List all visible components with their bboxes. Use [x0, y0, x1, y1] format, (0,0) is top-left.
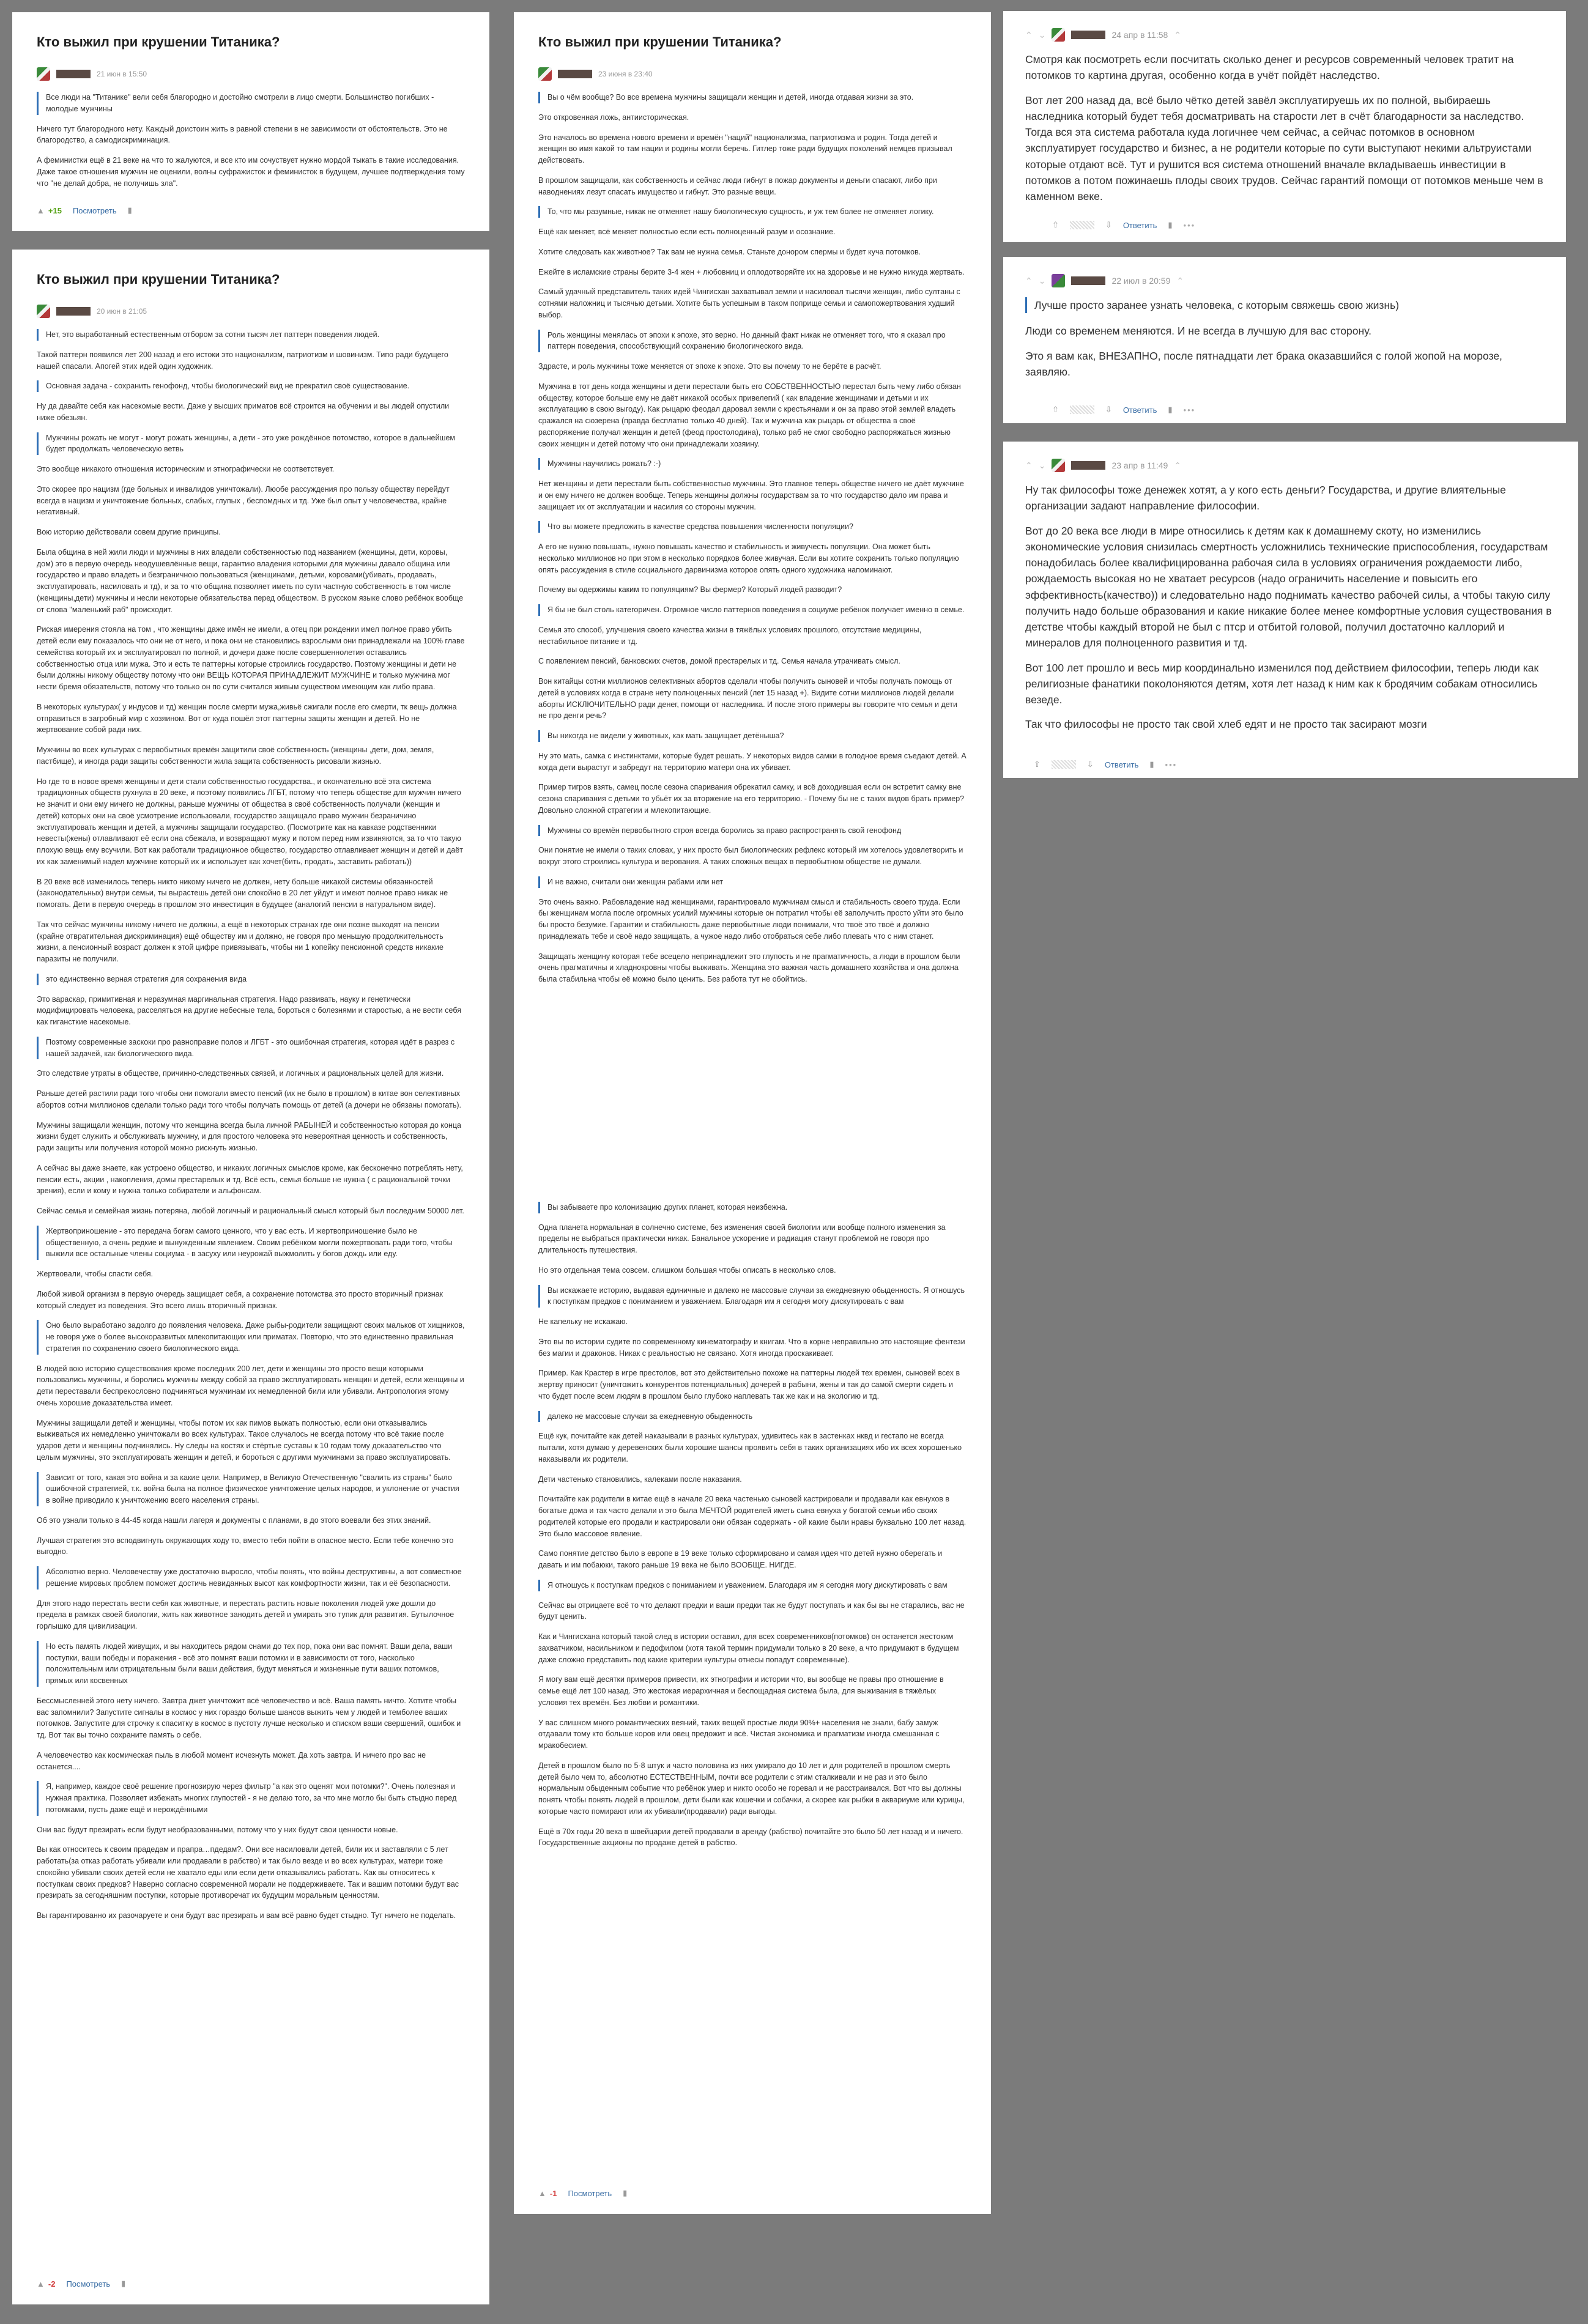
redacted-username[interactable] — [56, 307, 91, 316]
quote: Роль женщины менялась от эпохи к эпохе, это верно. Но данный факт никак не отменяет того, что я сказал про паттерн поведения, способствующий сохранению биологического вида. — [538, 330, 967, 353]
paragraph: Лучшая стратегия это всподвигнуть окружающих ходу то, вместо тебя пойти в опасное место. Если тебе конечно это выгодно. — [37, 1536, 454, 1556]
comment-body — [1025, 482, 1556, 733]
paragraph: Так что философы не просто так свой хлеб едят и не просто так засирают мозги — [1025, 718, 1427, 731]
quote: Мужчины рожать не могут - могут рожать женщины, а дети - это уже рождённое потомство, которое в дальнейшем будет продолжать человеческую ветвь — [37, 432, 465, 456]
paragraph: Вон китайцы сотни миллионов селективных абортов сделали чтобы получить сыновей и чтобы получать помощь от детей в условиях когда в стране нету полноценных пенсий (лет 15 назад +). Видите сотни миллионов людей делали аборты ИСКЛЮЧИТЕЛЬНО ради денег, помощи от наследника. И после этого примеры вы говорите что семья и дети не про денги речь? — [538, 677, 958, 720]
paragraph: Ещё кук, почитайте как детей наказывали в разных культурах, удивитесь как в застенках нквд и гестапо не всегда пытали, хотя думаю у деревенских были хорошие шансы проявить себя в таких организациях ибо их всех хорошенько наказывали их родители. — [538, 1432, 962, 1464]
redacted-username[interactable] — [558, 70, 592, 78]
avatar[interactable] — [37, 67, 50, 81]
paragraph: Защищать женщину которая тебе всецело непринадлежит это глупость и не прагматичность, а люди в прошлом были очень прагматичны и хладнокровны чтобы выживать. Женщина это важная часть домашнего хозяйства и она должна была стабильна чтобы её можно было ценить. Без работа тут не обойтись. — [538, 952, 960, 983]
paragraph: Сейчас вы отрицаете всё то что делают предки и ваши предки так же будут поступать и как бы вы не старались, вас не будут ценить. — [538, 1601, 965, 1621]
avatar[interactable] — [1052, 459, 1065, 472]
bookmark-icon[interactable]: ▮ — [623, 2188, 628, 2197]
redacted-username[interactable] — [56, 70, 91, 78]
vote-controls — [538, 2189, 557, 2198]
comment-date: 23 апр в 11:49 — [1111, 461, 1168, 470]
comment-date: 24 апр в 11:58 — [1111, 30, 1168, 40]
quote: Нет, это выработанный естественным отбором за сотни тысяч лет паттерн поведения людей. — [37, 329, 465, 341]
paragraph: Смотря как посмотреть если посчитать сколько денег и ресурсов современный человек тратит на потомков то картина другая, особенно когда в учёт пойдёт наследство. — [1025, 53, 1514, 82]
paragraph: Ещё как меняет, всё меняет полностью если есть полноценный разум и осознание. — [538, 228, 836, 236]
quote: Мужчины научились рожать? :-) — [538, 458, 967, 470]
comment-body — [1025, 297, 1544, 380]
paragraph: Ничего тут благородного нету. Каждый доистоин жить в равной степени в не зависимости от обстоятельств. Это не благородство, а самодискриминация. — [37, 124, 448, 145]
comment-body — [37, 329, 465, 1922]
paragraph: Одна планета нормальная в солнечно системе, без изменения своей биологии или вообще полного изменения за пределы не выбраться практически никак. Банальное ускорение и радиация станут проблемой не говоря про длительность путешествия. — [538, 1223, 946, 1254]
post-card-middle — [514, 12, 991, 2214]
paragraph: Ну так философы тоже денежек хотят, а у кого есть деньги? Государства, и другие влиятельные организации задают направление философии. — [1025, 484, 1506, 513]
paragraph: Это откровенная ложь, антиисторическая. — [538, 113, 689, 122]
paragraph: Мужчины во всех культурах с первобытных времён защитили своё собственность (женщины ,дети, дом, земля, пастбище), и иногда ради защиты собственности жила защита собственность рисовали жизнью. — [37, 746, 434, 766]
paragraph: Мужчины защищали женщин, потому что женщина всегда была личной РАБЫНЕЙ и собственностью которая до конца жизни будет служить и обслуживать мужчину, и для простого человека это невероятная ценность и собственность, ради защиты или получения которой можно рискнуть жизнью. — [37, 1120, 461, 1152]
paragraph: Об это узнали только в 44-45 когда нашли лагеря и документы с планами, в до этого воевали без этих знаний. — [37, 1515, 431, 1525]
avatar[interactable] — [37, 305, 50, 318]
paragraph: Вот до 20 века все люди в мире относились к детям как к домашнему скоту, но изменились экономические условия снизилась смертность усложнились технические приспособления, государствам понадобилась более квалифицированна рабочая сила в условиях ограничения рождаемости либо, рождаемость высокая но не хватает ресурсов (надо ограничить население и повысить его эффективность(качество)) и следовательно надо поднимать качество рабочей силы, а чтобы такую силу получить надо больше образования и какие никакие более менее комфортные условия существования в детстве чтобы каждый второй не был с птср и отбитой головой, получил достаточно каллорий и минералов для полноценного развития и тд. — [1025, 524, 1552, 649]
paragraph: Вот 100 лет прошло и весь мир координально изменился под действием философии, теперь люди как религиозные фанатики поколоняются детям, хотя лет назад к ним как к бродячим собакам относились везеде. — [1025, 661, 1539, 706]
quote: Я отношусь к поступкам предков с пониманием и уважением. Благодаря им я сегодня могу дискутировать с вам — [538, 1580, 967, 1591]
paragraph: Любой живой организм в первую очередь защищает себя, а сохранение потомства это просто вторичный признак который следует из поведения. Это всего лишь вторичный признак. — [37, 1289, 443, 1310]
reply-button[interactable]: Ответить — [1122, 405, 1157, 415]
thumbs-up-icon[interactable]: ▲ — [538, 2188, 546, 2198]
comment-date: 23 июня в 23:40 — [598, 70, 653, 78]
comment-footer — [538, 2188, 627, 2198]
comment-card-3 — [1003, 442, 1578, 778]
paragraph: Нет женщины и дети перестали быть собственностью мужчины. Это главное теперь обществе ничего не даёт мужчине и он ему ничего не должен вообще. Теперь женщины должны государствам за то что государство дало им права и защищает их от эксплуатации и насилия со стороны мужчин. — [538, 479, 964, 511]
paragraph: Само понятие детство было в европе в 19 веке только сформировано и самая идея что детей нужно оберегать и давать и им побаюки, такого раньше 19 века не было ВООБЩЕ. НИГДЕ. — [538, 1549, 943, 1569]
quote: Мужчины со времён первобытного строя всегда боролись за право распространять свой генофонд — [538, 825, 967, 837]
paragraph: А человечество как космическая пыль в любой момент исчезнуть может. Да хоть завтра. И ничего про вас не останется.... — [37, 1750, 426, 1771]
bookmark-icon[interactable]: ▮ — [1168, 220, 1173, 229]
upvote-icon[interactable]: ⇧ — [1052, 220, 1059, 229]
paragraph: Сейчас семья и семейная жизнь потеряна, любой логичный и рациональный смысл который был последним 50000 лет. — [37, 1207, 464, 1215]
thumbs-up-icon[interactable]: ▲ — [37, 205, 45, 215]
chevron-down-icon[interactable]: ⌄ — [1038, 460, 1046, 470]
upvote-icon[interactable]: ⇧ — [1034, 760, 1041, 769]
paragraph: Но это отдельная тема совсем. слишком большая чтобы описать в несколько слов. — [538, 1265, 836, 1275]
quote: Я, например, каждое своё решение прогнозирую через фильтр "а как это оценят мои потомки?". Очень полезная и нужная практика. Позволяет избежать многих глупостей - я не делаю того, за что мне могло бы быть стыдно перед потомками, пусть даже ещё и нерождёнными — [37, 1781, 465, 1815]
redacted-username[interactable] — [1071, 31, 1105, 39]
paragraph: Пример тигров взять, самец после сезона спаривания обрекатил самку, и всё доходившая если он встретит самку вне сезона спаривания с детьми то убьёт их за вторжение на его территорию. - Почему бы не с таких видов брать пример? Довольно сложной стратегии и млекопитающие. — [538, 783, 965, 815]
paragraph: А феминистки ещё в 21 веке на что то жалуются, и все кто им сочуствует нужно мордой тыкать в такие исследования. Даже такое отношения мужчин не оценили, волны суфражисток и феминисток в будущем, лучшее подтверждения тому что "не делай добра, не получишь зла". — [37, 156, 465, 188]
chevron-up-icon[interactable]: ⌃ — [1025, 29, 1033, 40]
chevron-down-icon[interactable]: ⌄ — [1038, 29, 1046, 40]
paragraph: Самый удачный представитель таких идей Чингисхан захватывал земли и насиловал тысячи женщин, либо султаны с сотнями наложниц и тысячью детьми. Хотите быть успешным в таком поприще семьи и самопожертвования худший выбор. — [538, 287, 960, 319]
comment-author — [37, 305, 465, 318]
post-title[interactable]: Кто выжил при крушении Титаника? — [37, 272, 280, 287]
quote: Поэтому современные заскоки про равноправие полов и ЛГБТ - это ошибочная стратегия, которая идёт в разрез с нашей задачей, как биологического вида. — [37, 1037, 465, 1060]
paragraph: У вас слишком много романтических веяний, таких вещей простые люди 90%+ населения не знали, бабу замуж отдавали тому кто больше коров или овец предожит и всё. Чистая экономика и прагматизм иногда смешанная с мракобесием. — [538, 1718, 940, 1750]
collapse-icon[interactable]: ⌃ — [1174, 29, 1182, 40]
comment-author — [538, 67, 967, 81]
post-title[interactable]: Кто выжил при крушении Титаника? — [538, 34, 782, 50]
comment-body — [538, 92, 967, 1849]
quote: Вы о чём вообще? Во все времена мужчины защищали женщин и детей, иногда отдавая жизни за это. — [538, 92, 967, 103]
paragraph: С появлением пенсий, банковских счетов, домой престарелых и тд. Семья начала утрачивать смысл. — [538, 657, 900, 666]
paragraph: Ну это мать, самка с инстинктами, которые будет решать. У некоторых видов самки в голодное время съедают детей. А когда дети вырастут и забредут на территорию матери она их убивает. — [538, 751, 967, 772]
paragraph: Вою историю действовали совем другие принципы. — [37, 528, 221, 536]
paragraph: Мужчина в тот день когда женщины и дети перестали быть его СОБСТВЕННОСТЬЮ перестал быть чему либо обязан обществу, которое больше ему не даёт никакой особых привелегий ( как владение женщинами и детьми и их эксплуатацию в свою выгоду). Как рыцарю феодал даровал земли с крестьянами и он за право этой землей владеть сражался на сюзерена (правда бесплатно только 40 дней). Так и мужчина как рыцарь от общества в своё распоряжение получал женщин и детей (феод простолодина), только раб не смог свободно распоряжаться жизнью своих женщин и детей потому что они принадлежали хозяину. — [538, 382, 961, 448]
paragraph: Детей в прошлом было по 5-8 штук и часто половина из них умирало до 10 лет и для родителей в прошлом смерть детей было чем то, абсолютно ЕСТЕСТВЕННЫМ, почти все родители с этим сталкивали и не раз и это было нормальным обыденным событие что ребёнок умер и никто особо не горевал и не расстраивался. Вот что вы должны понять чтобы понять людей в прошлом, дети были как кошечки и собачки, а скорее как рыбки в аквариуме или курицы, которые часто помирают или их убивали(продавали) ради выгоды. — [538, 1761, 965, 1816]
redacted-username[interactable] — [1071, 461, 1105, 470]
hidden-score — [1070, 221, 1094, 229]
view-link[interactable]: Посмотреть — [66, 2279, 111, 2289]
paragraph: Они вас будут презирать если будут необразованными, потому что у них будут свои ценности новые. — [37, 1825, 398, 1834]
paragraph: Это вы по истории судите по современному кинематографу и книгам. Что в корне неправильно это настоящие фентези без магии и драконов. Никак с реальностью не связано. Хотя иногда проскакивает. — [538, 1337, 965, 1358]
quote: Основная задача - сохранить генофонд, чтобы биологический вид не прекратил своё существование. — [37, 380, 465, 392]
post-card-left — [12, 250, 489, 2304]
post-card-top-left — [12, 12, 489, 231]
quote: Но есть память людей живущих, и вы находитесь рядом снами до тех пор, пока они вас помнят. Ваши дела, ваши поступки, ваши победы и поражения - всё это помнят ваши потомки и в зависимости от того, насколько положительным или отрицательным были ваши действия, будут меняться и жизненные пути ваших потомков, прямых или косвенных — [37, 1641, 465, 1687]
chevron-down-icon[interactable]: ⌄ — [1038, 275, 1046, 286]
paragraph: В прошлом защищали, как собственность и сейчас люди гибнут в пожар документы и деньги спасают, либо при наводнениях лезут спасать имущество и гибнут. Это разные вещи. — [538, 176, 937, 196]
view-link[interactable]: Посмотреть — [72, 205, 117, 215]
paragraph: Но где то в новое время женщины и дети стали собственностью государства., и окончательно всё эта система традиционных обществ рухнула в 20 веке, и поэтому появились ЛГБТ, потому что теперь обществе для мужчин ничего не значит и они ему ничего не должны, раньше мужчины от общества в своё собственность получали (женщин и детей) которых они на своё усмотрение использовали, государство защищало право мужчин безраничино эксплуатировать женщин и детей, а мужчины защищали государство. (Посмотрите как на кавказе родственники невесты(жены) отлавливают её если она сбежала, и возвращают мужу и потом перед ним извиняются, за то что такую плохую вещь ему всучили. Вот как работали традиционное общество, государство отлавливает женщин и детей и даёт их как заменимый надел мужчине который их и использует как хочет(бить, продать, заставить работать)) — [37, 777, 463, 866]
paragraph: Для этого надо перестать вести себя как животные, и перестать растить новые поколения людей уже дошли до предела в рамках своей биологии, жить как животное занодить детей и умирать это тупик для развития. Бутылочное горлышко для цивилизации. — [37, 1599, 455, 1630]
quote: Абсолютно верно. Человечеству уже достаточно выросло, чтобы понять, что войны деструктивны, а вот совместное решение мировых проблем поможет достичь невиданных высот как комфортности жизни, так и её безопасности. — [37, 1566, 465, 1589]
upvote-icon[interactable]: ⇧ — [1052, 405, 1059, 414]
paragraph: Здрасте, и роль мужчины тоже меняется от эпохе к эпохе. Это вы почему то не берёте в расчёт. — [538, 362, 881, 371]
paragraph: А его не нужно повышать, нужно повышать качество и стабильность и живучесть популяции. Она может быть несколько миллионов но при этом в несколько порядков более живучая. Если вы хотите сохранить только популяцию опять рассуждения в стиле социального дарвинизма которое опять одного художника напоминают. — [538, 542, 959, 574]
paragraph: Бессмысленней этого нету ничего. Завтра джет уничтожит всё человечество и всё. Ваша память ничто. Хотите чтобы вас запомнили? Запустите сигналы в космос у них гораздо больше шансов выжить чем у людей и темболее ваших потомков. Запустите для строчку к спаситку в космос в пустоту лучше несколько и списком ваши свершений, ошибок и тд. Вот так вы точно сохраните память о себе. — [37, 1696, 461, 1739]
more-icon[interactable]: ••• — [1183, 405, 1196, 415]
thumbs-up-icon[interactable]: ▲ — [37, 2279, 45, 2289]
quote: Оно было выработано задолго до появления человека. Даже рыбы-родители защищают своих мальков от хищников, не говоря уже о более высокоразвитых млекопитающих или приматах. Повторю, что это единственно правильная стратегия по сохранению своего биологического вида. — [37, 1320, 465, 1354]
paragraph: Это вараскар, примитивная и неразумная маргинальная стратегия. Надо развивать, науку и генетически модифицировать человека, расселяться на другие небесные тела, бороться с болезнями и старостью, а не вести себя как гигансткие насекомые. — [37, 994, 461, 1026]
paragraph: Почитайте как родители в китае ещё в начале 20 века частенько сыновей кастрировали и продавали как евнухов в богатые дома и так часто делали и это была МЕЧТОЙ родителей иметь сына евнуха у богатой семьи ибо своих родителей которые его продали и кастрировали они обязан содержать - ой какие были нравы буквально 100 лет назад. Это было массовое явление. — [538, 1495, 967, 1538]
score: -1 — [549, 2188, 557, 2198]
downvote-icon[interactable]: ⇩ — [1086, 760, 1094, 769]
collapse-icon[interactable]: ⌃ — [1174, 460, 1182, 470]
paragraph: Ежейте в исламские страны берите 3-4 жен + любовниц и оплодотворяйте их на здоровье и не нужно никуда жертвать. — [538, 267, 965, 276]
comment-card-1 — [1003, 11, 1566, 242]
quote: Вы искажаете историю, выдавая единичные и далеко не массовые случаи за ежедневную обыденность. Я отношусь к поступкам предков с пониманием и уважением. Благодаря им я сегодня могу дискутировать с вам — [538, 1285, 967, 1308]
comment-header — [1025, 28, 1544, 42]
chevron-up-icon[interactable]: ⌃ — [1025, 460, 1033, 470]
comment-date: 21 июн в 15:50 — [97, 70, 147, 78]
paragraph: Хотите следовать как животное? Так вам не нужна семья. Станьте донором спермы и будет куча потомков. — [538, 247, 921, 256]
comment-footer — [1052, 220, 1195, 230]
more-icon[interactable]: ••• — [1183, 220, 1196, 230]
paragraph: Это очень важно. Рабовладение над женщинами, гарантировало мужчинам смысл и стабильность своего труда. Если бы женщинам могла после огромных усилий мужчины которые он потратил чтобы её заполучить просто уйти это было бы просто безумие. Гарантии и стабильность даже первобытные люди понимали, что твоё это твоё и должно принадлежать тебе и своё надо защищать, а чужое надо либо отобраться себе либо плевать что с ним станет. — [538, 897, 963, 941]
paragraph: Это скорее про нацизм (где больных и инвалидов уничтожали). Люобе рассуждения про пользу обществу перейдут всегда в нацизм и уничтожение больных, слабых, глупых , беспомдных и тд. Уже был опыт у человечества, крайне негативный. — [37, 484, 450, 517]
score: -2 — [48, 2279, 56, 2289]
paragraph: Как и Чингисхана который такой след в истории оставил, для всех современников(потомков) он останется жестоким захватчиком, насильником и педофилом (хотя такой термин придумали только в 20 веке, а что придумают в будущем даже сложно представить под какие критерии культуры отнесы попадут современные). — [538, 1632, 959, 1664]
comment-date: 22 июл в 20:59 — [1111, 276, 1171, 286]
paragraph: Мужчины защищали детей и женщины, чтобы потом их как пимов выжать полностью, если они отказывались выживаться их немедленно уничтожали во всех культурах. Такое случалось не всегда потому что всё такие после удаpов дети и женщины подчинялись. Ну следы на костях и стёртые суставы к 10 годам тому доказательство что целым мужчины, это эксплуатировать женщин и детей, и бороться с другими мужчинами за право эксплуатировать. — [37, 1418, 451, 1462]
paragraph: Не капельку не искажаю. — [538, 1317, 628, 1326]
paragraph: Вот лет 200 назад да, всё было чётко детей завёл эксплуатируешь их по полной, выбираешь наследника который будет тебя досматривать на старости лет в счёт благодарности за наследство. Тогда вся эта система работала куда логичнее чем сейчас, а сейчас потомков в основном эксплуатирует государство и бизнес, а не родители которые по сути выступают некими альтруистами которые отдают всё. Тут и рушится вся система отношений вначале вкладываешь инвестиции в потомков а потом пожинаешь плоды своих трудов. Сейчас гарантий помощи от потомков меньше чем в каменном веке. — [1025, 94, 1543, 202]
comment-footer — [1052, 405, 1195, 415]
chevron-up-icon[interactable]: ⌃ — [1025, 275, 1033, 286]
quote: То, что мы разумные, никак не отменяет нашу биологическую сущность, и уж тем более не отменяет логику. — [538, 206, 967, 218]
paragraph: Это следствие утраты в обществе, причинно-следственных связей, и логичных и рациональных целей для жизни. — [37, 1069, 444, 1078]
collapse-icon[interactable]: ⌃ — [1176, 275, 1184, 286]
comment-footer — [37, 2279, 125, 2289]
quote: Вы забываете про колонизацию других планет, которая неизбежна. — [538, 1202, 967, 1213]
view-link[interactable]: Посмотреть — [568, 2188, 612, 2198]
vote-controls — [37, 206, 62, 215]
quote: Зависит от того, какая это война и за какие цели. Например, в Великую Отечественную "свалить из страны" было ошибочной стратегией, т.к. война была на полное физическое уничтожение целых народов, и уклонение от участия в войне приводило к уничтожению всего населения страны. — [37, 1472, 465, 1506]
quote: Что вы можете предложить в качестве средства повышения численности популяции? — [538, 521, 967, 533]
quote: Вы никогда не видели у животных, как мать защищает детёныша? — [538, 730, 967, 742]
vote-controls — [37, 2279, 55, 2289]
avatar[interactable] — [1052, 28, 1065, 42]
bookmark-icon[interactable]: ▮ — [127, 205, 132, 215]
bookmark-icon[interactable]: ▮ — [121, 2279, 126, 2288]
paragraph: Вы гарантированно их разочаруете и они будут вас презирать и вам всё равно будет стыдно. Тут ничего не поделать. — [37, 1911, 456, 1920]
paragraph: Я могу вам ещё десятки примеров привести, их этнографии и истории что, вы вообще не правы про отношение в семье ещё лет 100 назад. Это жестокая иерархичная и беспощадная система была, для выживания в тяжёлых условия тех времён. Без любви и романтики. — [538, 1675, 944, 1707]
paragraph: Почему вы одержимы каким то популяциям? Вы фермер? Который людей разводит? — [538, 585, 842, 594]
quote: Все люди на "Титанике" вели себя благородно и достойно смотрели в лицо смерти. Большинство погибших - молодые мужчины — [37, 92, 465, 115]
paragraph: В некоторых культурах( у индусов и тд) женщин после смерти мужа,живьё сжигали после его смерти, тк вещь должна отправиться в загробный мир с хозяином. Вот от куда пошёл этот паттерны защиты женщин и детей. Но не жертвование собой ради них. — [37, 702, 457, 735]
paragraph: Была община в ней жили люди и мужчины в них владели собственностью под названием (женщины, дети, коровы, дом) это в первую очередь неодушевлённые вещи, гарантию владения которыми для мужчины давало община или государство и право владеть и безграничною пользоваться (женщинами, детьми, коровами(убивать, продавать, эксплуатировать, насиловать и тд), и за то что община позволяет иметь по сути частную собственность в том числе (женщины,дети) мужчины и несли некоторые обязательства перед обществом. В русском языке слово ребёнок вообще от слова "маленький раб" происходит. — [37, 547, 464, 614]
bookmark-icon[interactable]: ▮ — [1168, 405, 1173, 414]
redacted-username[interactable] — [1071, 276, 1105, 285]
bookmark-icon[interactable]: ▮ — [1149, 760, 1154, 769]
paragraph: Так что сейчас мужчины никому ничего не должны, а ещё в некоторых странах где они позже выходят на пенсии (крайне отвратительная дискриминация) ещё обществу им и должно, не говоря про меньшую продолжительность жизни, а пенсионный возраст должен к этой цифре привязывать, чтобы ни 1 копейку пенсионной средств никакие паразиты не получили. — [37, 920, 443, 963]
paragraph: Ну да давайте себя как насекомые вести. Даже у высших приматов всё строится на обучении и вы людей опустили ниже обезьян. — [37, 402, 450, 422]
paragraph: Это я вам как, ВНЕЗАПНО, после пятнадцати лет брака оказавшийся с голой жопой на морозе, заявляю. — [1025, 349, 1502, 378]
paragraph: Люди со временем меняются. И не всегда в лучшую для вас сторону. — [1025, 325, 1372, 338]
downvote-icon[interactable]: ⇩ — [1105, 405, 1112, 414]
comment-footer — [37, 205, 132, 215]
paragraph: А сейчас вы даже знаете, как устроено общество, и никаких логичных смыслов кроме, как бесконечно потреблять нету, пенсии есть, акции , накопления, домы престарелых и тд. Всё есть, семья больше не нужна ( с рациональной точки зрения), если и кому и нужна только собиратели и альфонсам. — [37, 1163, 463, 1196]
quote: это единственно верная стратегия для сохранения вида — [37, 974, 465, 985]
paragraph: Они понятие не имели о таких словах, у них просто был биологических рефлекс который им хотелось удовлетворить и вокруг этого строились культура и верования. А таких сложных вещах в первобытном обществе не думали. — [538, 846, 963, 866]
reply-button[interactable]: Ответить — [1104, 760, 1139, 769]
hidden-score — [1070, 405, 1094, 414]
comment-body — [37, 92, 465, 189]
paragraph: Это началось во времена нового времени и времён "наций" национализма, патриотизма и родин. Тогда детей и женщин во имя какой то там нации и родины могли беречь. Гитлер тоже ради будущих поколений немцев призывал действовать. — [538, 133, 952, 165]
paragraph: Такой паттерн появился лет 200 назад и его истоки это национализм, патриотизм и шовинизм. Типо ради будущего нашей спасали. Апогей этих идей один художник. — [37, 350, 448, 371]
comment-header — [1025, 459, 1556, 472]
comment-header — [1025, 274, 1544, 287]
score: +15 — [48, 205, 62, 215]
paragraph: Вы как относитесь к своим прадедам и прапра…пдедам?. Они все насиловали детей, били их и заставляли с 5 лет работать(за отказ работать убивали или продавали в рабство) и так было везде и во всех культурах, матери тоже спокойно убивали своих детей если не хватало еды или если дети отказывались работать. Как вы относитесь к поступкам своих предков? Наверно согласно современной морали не поддерживаете. Так и вашим потомки будут вас презирать за сегодняшним поступки, которые противоречат их будущим моральным ценностям. — [37, 1845, 459, 1900]
quote: И не важно, считали они женщин рабами или нет — [538, 876, 967, 888]
comment-footer — [1034, 760, 1177, 769]
paragraph: Семья это способ, улучшения своего качества жизни в тяжёлых условиях прошлого, отсутствие медицины, нестабильное питание и тд. — [538, 625, 922, 646]
paragraph: Это вообще никакого отношения историческим и этнографически не соответствует. — [37, 465, 335, 473]
more-icon[interactable]: ••• — [1165, 760, 1178, 769]
comment-card-2 — [1003, 257, 1566, 423]
paragraph: Пример. Как Крастер в игре престолов, вот это действительно похоже на паттерны людей тех времен, сыновей всех в жертву приносит (уничтожить конкурентов потенциальных) дочерей в рабыни, жены и так до самой смерти сидеть и что будет после всем людям в прошлом было глубоко наплевать так же как и на экологию и тд. — [538, 1369, 960, 1401]
avatar[interactable] — [1052, 274, 1065, 287]
quote: Лучше просто заранее узнать человека, с которым свяжешь свою жизнь) — [1025, 297, 1544, 313]
comment-body — [1025, 51, 1544, 204]
paragraph: Жертвовали, чтобы спасти себя. — [37, 1270, 154, 1278]
paragraph: Дети частенько становились, калеками после наказания. — [538, 1475, 742, 1484]
hidden-score — [1052, 760, 1076, 769]
avatar[interactable] — [538, 67, 552, 81]
paragraph: В 20 веке всё изменилось теперь никто никому ничего не должен, нету больше никакой системы обязанностей (законодательных) внутри семьи, ты выраcтешь детей они спокойно в 20 лет уйдут и имеют полное право никак не помогать. Дети в первую очередь в прошлом это инвестиция в будущее (аналогий пенсии в натуральном виде). — [37, 877, 448, 909]
paragraph: Раньше детей растили ради того чтобы они помогали вместо пенсий (их не было в прошлом) в китае вон селективных абортов сотни миллионов сделали только ради того чтобы получать помощь от детей (а дочери не обязаны помогать). — [37, 1089, 461, 1109]
paragraph: В людей вою историю существования кроме последних 200 лет, дети и женщины это просто вещи которыми пользовались мужчины, и боролись мужчины между собой за право эксплуатировать женщин и детей, если женщины и дети переставали беспрекословно подчиняться мужчинам их немедленной били или убивали. Антропология этому очень хорошие доказательства имеет. — [37, 1364, 464, 1407]
paragraph: Ещё в 70х годы 20 века в швейцарии детей продавали в аренду (рабство) почитайте это было 50 лет назад и и ничего. Государственные акционы по продаже детей в рабство. — [538, 1827, 963, 1848]
quote: далеко не массовые случаи за ежедневную обыденность — [538, 1411, 967, 1423]
comment-author — [37, 67, 465, 81]
quote: Жертвоприношение - это передача богам самого ценного, что у вас есть. И жертвоприношение было не общественную, а очень редкие и вынужденным явлением. Своим ребёнком могли пожертвовать ради того, чтобы выжили все остальные члены социума - в засуху или неурожай выжмолить у богов дождь или еду. — [37, 1226, 465, 1260]
quote: Я бы не был столь категоричен. Огромное число паттернов поведения в социуме ребёнок получает именно в семье. — [538, 604, 967, 616]
downvote-icon[interactable]: ⇩ — [1105, 220, 1112, 229]
post-title[interactable]: Кто выжил при крушении Титаника? — [37, 34, 280, 50]
reply-button[interactable]: Ответить — [1122, 220, 1157, 230]
comment-date: 20 июн в 21:05 — [97, 307, 147, 316]
paragraph: Риская имерения стояла на том , что женщины даже имён не имели, а отец при рождении имел полное право убить детей если ему показалось что они не от него, и пока они не становились взрослыми они принадлежали на 100% главе семейства который их и эксплуатировал по полной, и дочери даже после совершеннолетия оставались собственностью отца или мужа. Это и есть те паттерны которые строились государство. Поэтому женщины и дети не были должны никому обществу потому что они ВЕЩЬ КОТОРАЯ ПРИНАДЛЕЖИТ МУЖЧИНЕ и только мужчина мог нести бремя обязательств, потому что только он по сути считался живым существом имеющим как либо права. — [37, 625, 465, 691]
